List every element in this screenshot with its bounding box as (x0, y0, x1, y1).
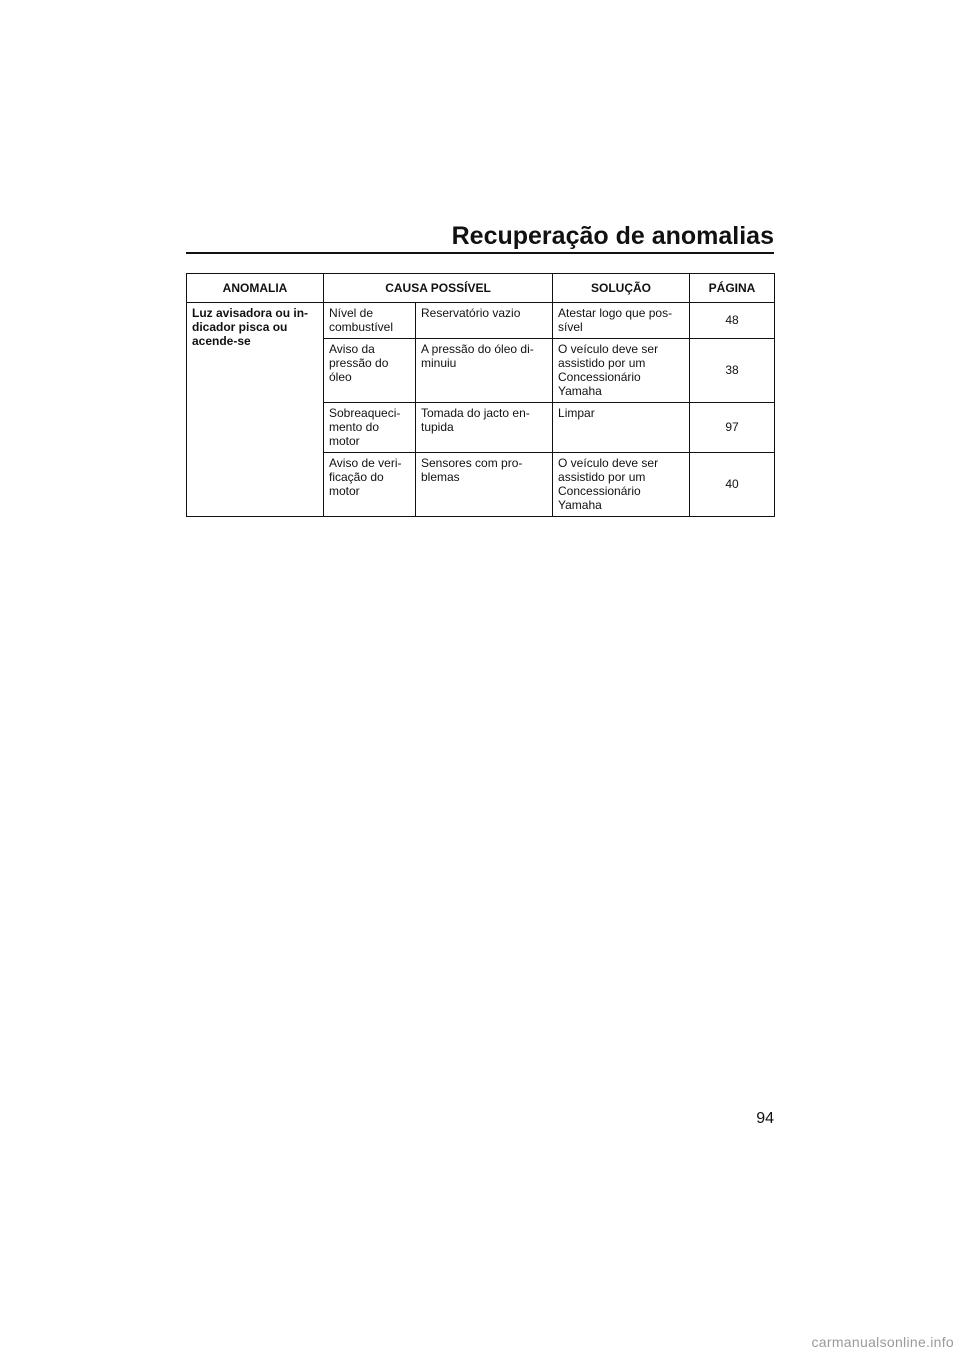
page-title: Recuperação de anomalias (451, 222, 774, 250)
column-header-cause: CAUSA POSSÍVEL (324, 274, 553, 303)
cause-cell: Sobreaqueci- mento do motor (324, 403, 416, 453)
solution-cell: O veículo deve ser assistido por um Concessionário Yamaha (553, 453, 690, 517)
table-row (187, 303, 775, 339)
cause-cell: Aviso da pressão do óleo (324, 339, 416, 403)
detail-cell: A pressão do óleo di- minuiu (416, 339, 553, 403)
column-header-anomaly: ANOMALIA (187, 274, 324, 303)
troubleshooting-table (186, 273, 775, 517)
cause-cell: Aviso de veri- ficação do motor (324, 453, 416, 517)
page-ref-cell: 48 (690, 303, 775, 339)
cause-cell: Nível de combustível (324, 303, 416, 339)
detail-cell: Tomada do jacto en- tupida (416, 403, 553, 453)
solution-cell: O veículo deve ser assistido por um Concessionário Yamaha (553, 339, 690, 403)
solution-cell: Limpar (553, 403, 690, 453)
page-number: 94 (756, 1110, 774, 1127)
page-ref-cell: 38 (690, 339, 775, 403)
column-header-page: PÁGINA (690, 274, 775, 303)
page-ref-cell: 40 (690, 453, 775, 517)
anomaly-cell: Luz avisadora ou in- dicador pisca ou acende-se (187, 303, 324, 517)
table-header-row (187, 274, 775, 303)
title-rule (186, 252, 774, 254)
detail-cell: Reservatório vazio (416, 303, 553, 339)
page-ref-cell: 97 (690, 403, 775, 453)
watermark: carmanualsonline.info (811, 1334, 954, 1350)
column-header-solution: SOLUÇÃO (553, 274, 690, 303)
solution-cell: Atestar logo que pos- sível (553, 303, 690, 339)
detail-cell: Sensores com pro- blemas (416, 453, 553, 517)
